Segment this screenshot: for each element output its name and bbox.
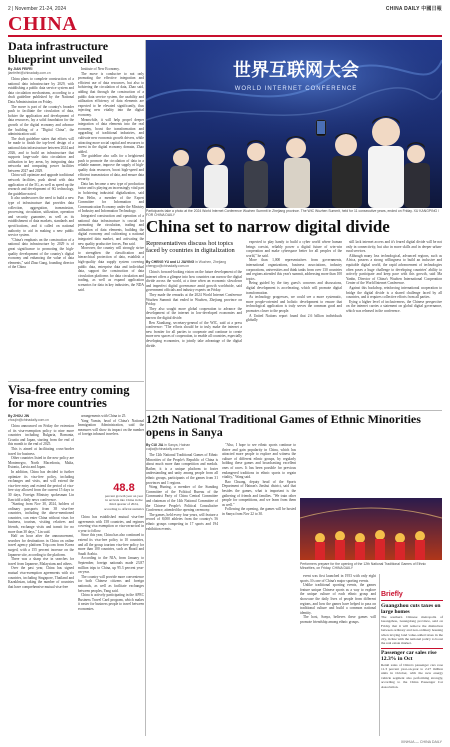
byline-sub: in Wuzhen, Zhejiang [195,260,227,264]
byline-name: By JIAN FEIFEI [8,67,33,71]
section-rule [8,35,442,37]
article-data-byline [8,67,74,75]
paragraph: Yang Yumin, head of China's National Immigration Administration, said the measures will show its impact on the number of foreign inbound travelers. [78,418,144,437]
paragraph: As technology progresses, we could see a more systematic, more people-oriented and holistic development to ensure that technological application is truly serves the common good and promotes closer to the people. [246,295,342,313]
brief-headline[interactable]: Passenger car sales rise 12.3% in Oct [381,650,437,663]
paragraph: Unlike traditional sporting events, the games feature unique Chinese sports as a way to explore the unique culture of each ethnic group and showcase the daily lives of people from different regions, and how the games have helped to pass on traditional culture and build a common national identity. [300,583,376,615]
brief-text: Retail sales of China's passenger cars rose 11.3 percent year-on-year to 2.27 million units in October, with the new energy vehicle segment also performing strongly, according to the China Passenger Car Association. [381,662,443,689]
hero-photo [146,40,442,208]
paragraph: Integrated construction and operation of a national data infrastructure is crucial for promoting the circulation, trading and utilization of data elements, building the digital economy and cultivating a national integrated data market, and activating the new quality productive forces, Pan said. [78,214,144,246]
brief-headline[interactable]: Guangzhou cuts taxes on large homes [381,602,441,615]
divider [146,410,442,411]
article-visa-col1 [8,424,74,736]
hero-photo-image [146,40,442,208]
paragraph: event was first launched in 1953 with only eight sports. It's one of China's major sporting events. [300,574,376,583]
briefly-box [381,591,443,689]
article-ethnic-col3 [300,574,376,736]
games-photo-caption: Performers prepare for the opening of the 12th National Traditional Games of Ethnic Minorities, on Friday. CHINA DAILY [300,562,426,571]
paragraph: The games, held every four years, will feature a record of 8,000 athletes from the country's 56 ethnic groups competing in 17 sports and 194 exhibition events. [146,512,218,531]
paragraph: It also underscores the need to build a new type of infrastructure that provides data collection, aggregation, transmission, processing, circulation, utilization, operation and security guarantee, as well as its establishment of data markets, standards and specifications, and it called on national authority to aid in making a new public service system. [8,196,74,238]
article-digital-col3 [346,240,442,407]
article-digital-byline [146,260,246,268]
section-name: CHINA [8,13,78,35]
briefly-title: Briefly [381,591,403,598]
divider [8,381,144,382]
paragraph: Data has become a new type of production factor and is playing an increasingly vital part in bolstering industrial digitalization, said Pan Helin, a member of the Expert Committee for Information and Communication Economy under the Ministry of Industry and Information Technology. [78,181,144,214]
masthead-main: CHINA [385,6,403,12]
paragraph: Since this year, China has also continued to extend its visa-free policy to 10 countries, and all the group tourism visa-free policy for more than 100 countries, such as Brazil and Saudi Arabia. [78,533,144,556]
article-visa-col2b [78,515,144,736]
paragraph: The move is part of the country's broader push to facilitate the circulation of data, bolster the application and development of data resources, lay a solid foundation for the growth of the digital economy and advance the building of a "Digital China", the administration said. [8,104,74,137]
paragraph: Wang Huning, a member of the Standing Committee of the Political Bureau of the Communist Party of China Central Committee and chairman of the 14th National Committee of the Chinese People's Political Consultative Conference, attended the opening ceremony. [146,485,218,513]
byline-name: By ZHOU JIN [8,414,30,418]
paragraph: The host, Sanya, believes these games will promote friendship among ethnic groups. [300,615,376,624]
masthead-cn: 中國日報 [421,6,442,12]
screen-text-en: WORLD INTERNET CONFERENCE [234,86,358,92]
byline-email: chengyu@chinadaily.com.cn [146,264,189,269]
article-ethnic-headline[interactable]: 12th National Traditional Games of Ethnic Minorities opens in Sanya [146,412,421,439]
paragraph: China's forward-looking vision on the future development of the internet offers a glimpse into how countries can narrow the digital divide across the world, at a time when an economic slowdown and imperfect digital governance amid growth worldwide, said government officials and industry experts on Friday. [146,270,242,293]
article-data-headline[interactable]: Data infrastructure blueprint unveiled [8,39,109,66]
byline-email: cuijia@chinadaily.com.cn [146,447,184,452]
paragraph: Eying a higher level of inclusiveness, the Chinese perspective on the internet carries a statement on global digital governance, which was released in the conference. [346,299,442,313]
games-photo-image [300,498,442,560]
article-visa-col2a [78,414,144,480]
paragraph: This is aimed at facilitating cross-border travel for business. [8,446,74,456]
paragraph: "China's emphasis on the construction of a national data infrastructure by 2029 is of great significance to promoting the high-quality development of the country's digital economy and enhancing the value of data elements," said Zhao Gang, founding director of the China [8,237,74,270]
paragraph: The 12th National Traditional Games of Ethnic Minorities of the People's Republic of China is about much more than competition and medals. Rather, it is a unique platform to foster understanding and unity among people from all ethnic groups, participants of the games from 31 provinces and 1 regions. [146,453,218,485]
article-data-col1 [8,77,74,378]
paragraph: Bao Chuang, deputy head of the Sports Department of Hainan's Jinshui district, said that besides the games, what is important is the gathering of friends and families. "We train other people for competitions, and we learn from them as well." [222,479,296,507]
brief-text: The southern Chinese metropolis of Guangzhou, Guangdong province, said on Friday that it will remove the distinction between ordinary and non-ordinary housing when levying land value-added taxes in the city, in line with the national policy to boost the real estate market. [381,614,443,646]
paragraph: There was a sharp rise in searches for travel from Japanese, Malaysians and others. [8,557,74,566]
hero-photo-caption: Participants take a photo at the 2024 World Internet Conference Wuzhen Summit in Zhejiang province. The WIC Wuzhen Summit, held for 11 consecutive years, ended on Friday. XU KANGPING / FOR CHINA DAILY [146,209,440,218]
byline-sub: in Sanya, Hainan [164,443,191,447]
paragraph: Against this backdrop, reinforcing international cooperation to bridge the digital divide is a shared challenge faced by all countries, and it requires collective efforts from all parties. [346,285,442,300]
paragraph: The country will provide more convenience for both Chinese citizens and foreign nationals, as well as facilitate exchanges between peoples, Yang said. [78,574,144,593]
byline-email: jianfeifei@chinadaily.com.cn [8,71,51,76]
games-photo [300,498,442,560]
paragraph: "Also, I hope to see ethnic sports continue to thrive and gain popularity in China, which has attracted more people to explore and witness the culture of different ethnic groups, by regularly holding these games and broadcasting excellent ones of races. It has been possible for previous endangered traditions in ethnic sports to regain vitality," Wang said. [222,443,296,480]
paragraph: The draft guideline states that efforts will be made to finish the top-level design of a national data infrastructure between 2024 and 2026, and to build an infrastructure that supports large-scale data circulation and utilization in key areas, by integrating data networks and computing power facilities between 2027 and 2029. [8,136,74,173]
section-head [8,14,146,34]
paragraph: A United Nations report found that 2.6 billion individuals globally [246,313,342,323]
paragraph: The guideline also calls for a heightened push to promote the circulation of data in a reliable manner, improve the supply of high-quality data resources, boost high-speed and efficient transmission of data, and ensure data security. [78,154,144,182]
article-data-col2 [78,67,144,378]
article-ethnic-col2 [222,443,296,736]
paragraph: Half an hour after the announcement, searches for destinations in China on online travel agency platform Trip.com from Korea surged, with a 155 percent increase on the Japanese site, according to the platform. [8,534,74,557]
paragraph: The move is conducive to not only promoting the effective integration and efficient use of data resources, but also to bolstering the circulation of data, Zhao said, adding that through the construction of a public data service system, the usability and utilization efficiency of data elements are expected to be elevated significantly, thus injecting new vitality into the digital economy. [78,71,144,117]
paragraph: arrangements with China to 25. [81,414,127,418]
paragraph: Although many loss technological, advanced regions, such as Africa, possess a strong willingness to build an inclusive and equitable digital world, the rapid advancement of technologies often poses a huge challenge to developing countries' ability to actively participate and keep pace with this growth, said Ma Yanbo, Director of China's Wuzhen International Cooperation Center of the World Internet Conference. [346,253,442,286]
paragraph: Institute of New Economy. [81,67,120,71]
briefly-rule [381,648,443,649]
paragraph: China announced on Friday the extension of its visa-exemption policy to nine more countries including Bulgaria, Romania, Croatia and Japan, starting from the end of this month to the end of 2025. [8,424,74,447]
stat-number: 48.8 [113,482,135,494]
paragraph: Meanwhile, it will help propel deeper integration of data elements into the real economy, boost the transformation and upgrading of traditional industries, and cultivate new economic growth drivers, while attracting more social capital and resources to invest in the digital economy domain, Zhao added. [78,117,144,154]
article-ethnic-col1 [146,453,218,736]
article-digital-col2 [246,240,342,407]
paragraph: Being guided by the tiny guest's concerns and discussions, digital development is accelerating, which will promote digital transformation. [246,281,342,295]
paragraph: In addition, China has decided to further optimize its visa-free policy, including exchanges and visits, and will extend the visa-free entry and extend the period of visa-free stay allowed from the current 15 days to 30 days, Foreign Ministry spokesman Lin Jian told a daily news conference. [8,469,74,502]
paragraph: China is actively participating in the APEC Business Travel Card program, which makes it easier for business people to travel between economies. [78,593,144,611]
page-footer: XINHUA — CHINA DAILY [400,740,442,744]
article-ethnic-byline [146,443,218,451]
paragraph: "Starting from Nov 30, 2024, holders of ordinary passports from 38 visa-free countries, including the above-mentioned countries, can enter China without visas for business, tourism, visiting relatives and friends, exchange visits and transit for no more than 30 days," Lin said. [8,502,74,534]
paragraph: Moreover, the country will strongly strive to strengthen the classification and hierarchical protection of data, establish a high-quality data supply system covering public data, enterprise data and individual data, support the construction of data circulation platforms for data circulation and trading, as well as expand application scenarios for data in key industries, the NDA said. [78,246,144,292]
screen-text-cn: 世界互联网大会 [233,60,359,81]
byline-email: zhoujin@chinadaily.com.cn [8,418,49,423]
paragraph: Following the opening, the games will be hosted in Sanya from Nov 22 to 30. [222,507,296,516]
paragraph: According to the NIA, from January to September, foreign nationals made 23.87 million trips to China, up 95.3 percent year-on-year. [78,556,144,575]
masthead-sub: DAILY [404,6,420,12]
paragraph: expected to play handy to build a cyber world where human beings coexist, reliably power a digital future of win-win cooperation and make cyberspace better for all peoples of the world," he said. [246,240,342,258]
paragraph: Other countries listed in the new policy are Montenegro, North Macedonia, Malta, Estonia, Latvia and Japan. [8,456,74,470]
article-visa-byline [8,414,74,422]
column-divider [379,574,380,736]
byline-name: By CHENG YU and LI JIAYING [146,260,195,264]
byline-name: By CUI JIA [146,443,164,447]
stat-label: percent growth year on year in arrivals into China in the third quarter of 2024, according to official statistics [104,494,144,511]
paragraph: still lack internet access and it's feared digital divide will be not only in connectivity, but also in more skills and in deeper urban-rural services. [346,240,442,254]
paragraph: Ren Xianliang, secretary-general of the WIC, said at a press conference: "The efforts should be to truly make the internet a new frontier for all parties to cooperate and continue to create more new spaces of cooperation, to enable all countries, especially developing economies, to jointly take advantage of the digital divide. [146,320,242,348]
article-digital-headline[interactable]: China set to narrow digital divide [146,217,390,236]
visa-stat [104,482,144,511]
masthead [386,5,442,12]
paragraph: Over the past year, China has signed mutual visa-exemption agreements with six countries, including Singapore, Thailand and Kazakhstan, taking the number of countries that have comprehensive mutual visa-free [8,566,74,589]
issue-date: 2 | November 21-24, 2024 [8,5,67,12]
page-header [8,4,442,13]
paragraph: More than 1,000 representatives from governments, international organizations, business associations, industry corporations, universities and think tanks from over 130 countries and regions attended this year's summit, addressing more than 100 topics. [246,258,342,281]
article-digital-deck: Representatives discuss hot topics faced by countries in digitalization [146,240,235,255]
paragraph: China will optimize and upgrade traditional network facilities, push ahead with data application of the 5G, as well as speed up the research and development of 6G technology, the guideline noted. [8,173,74,196]
paragraph: China has established mutual visa-free agreements with 158 countries, and regimes covering visa exemption or visa-on-arrival in a year to follow. [78,515,144,533]
paragraph: China plans to complete construction of a national data infrastructure by 2029, with establishing a public data service system and data circulation mechanisms, according to a draft guideline published by the National Data Administration on Friday. [8,77,74,104]
paragraph: They also sought more global cooperation to advance the development of the internet in low-developed economies and narrow the digital divide. [146,306,242,320]
briefly-rule [381,600,443,601]
paragraph: They made the remarks at the 2024 World Internet Conference Wuzhen Summit that ended in Wuzhen, Zhejiang province on Friday. [146,292,242,307]
article-visa-headline[interactable]: Visa-free entry coming for more countries [8,383,130,410]
article-digital-col1 [146,270,242,407]
